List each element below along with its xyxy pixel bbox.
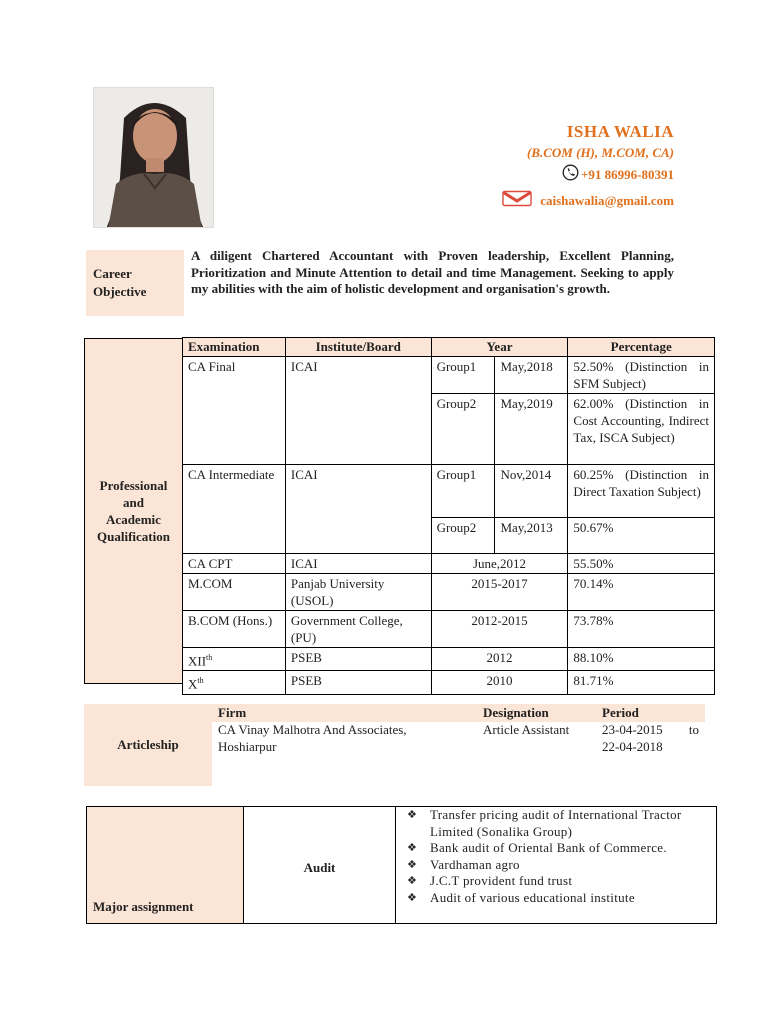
articleship-label: Articleship: [84, 704, 212, 786]
diamond-bullet-icon: ❖: [407, 875, 418, 888]
percentage-cell: 81.71%: [568, 671, 715, 694]
firm-name: [218, 721, 407, 755]
exam-cell: M.COM: [183, 574, 286, 611]
designation-value: Article Assistant: [483, 722, 570, 737]
percentage-cell: 55.50%: [568, 554, 715, 574]
phone-number[interactable]: +91 86996-80391: [581, 166, 674, 182]
major-assignment-table: [86, 806, 717, 924]
exam-xii-sup: th: [206, 653, 213, 662]
diamond-bullet-icon: ❖: [407, 858, 418, 871]
qual-label-line2: and: [123, 495, 144, 510]
audit-item-text: J.C.T provident fund trust: [430, 873, 573, 889]
candidate-degrees: (B.COM (H), M.COM, CA): [527, 145, 674, 160]
institute-cell: ICAI: [285, 357, 431, 465]
year-cell: 2012-2015: [431, 611, 568, 648]
firm-line2: Hoshiarpur: [218, 739, 277, 754]
firm-line1: CA Vinay Malhotra And Associates,: [218, 722, 407, 737]
audit-item-text: Audit of various educational institute: [430, 889, 635, 905]
career-label-line1: Career: [93, 266, 132, 281]
articleship-header: [212, 704, 705, 722]
year-cell: May,2013: [495, 518, 568, 554]
mail-icon: [502, 190, 532, 211]
institute-cell: ICAI: [285, 465, 431, 554]
group-cell: Group1: [431, 465, 495, 518]
period-to: 22-04-2018: [602, 739, 663, 754]
year-cell: 2010: [431, 671, 568, 694]
career-label-line2: Objective: [93, 284, 147, 299]
group-cell: Group2: [431, 394, 495, 465]
list-item: [405, 890, 715, 907]
exam-cell: CA Intermediate: [183, 465, 286, 554]
institute-cell: Panjab University (USOL): [285, 574, 431, 611]
percentage-cell: 70.14%: [568, 574, 715, 611]
audit-item-text: Bank audit of Oriental Bank of Commerce.: [430, 840, 667, 856]
phone-row: [562, 164, 674, 185]
header-percentage: Percentage: [568, 338, 715, 357]
year-cell: May,2019: [495, 394, 568, 465]
email-row: [502, 190, 674, 211]
institute-cell: PSEB: [285, 648, 431, 671]
year-cell: May,2018: [495, 357, 568, 394]
email-address[interactable]: caishawalia@gmail.com: [540, 192, 674, 208]
diamond-bullet-icon: ❖: [407, 842, 418, 855]
year-cell: 2012: [431, 648, 568, 671]
group-cell: Group2: [431, 518, 495, 554]
exam-cell: [183, 671, 286, 694]
table-row: [183, 671, 715, 694]
diamond-bullet-icon: ❖: [407, 809, 418, 821]
header-examination: Examination: [183, 338, 286, 357]
percentage-cell: 50.67%: [568, 518, 715, 554]
year-cell: 2015-2017: [431, 574, 568, 611]
period-value: [602, 721, 699, 755]
exam-cell: [183, 648, 286, 671]
table-row: [183, 465, 715, 518]
list-item: [405, 840, 715, 857]
year-cell: Nov,2014: [495, 465, 568, 518]
header-firm: Firm: [218, 705, 247, 720]
profile-photo: [93, 87, 214, 228]
audit-list: [405, 807, 715, 907]
candidate-name: ISHA WALIA: [566, 122, 674, 141]
qualification-table: [182, 337, 715, 695]
exam-cell: B.COM (Hons.): [183, 611, 286, 648]
percentage-cell: 60.25% (Distinction in Direct Taxation Subject): [568, 465, 715, 518]
group-cell: Group1: [431, 357, 495, 394]
exam-x: X: [188, 676, 198, 692]
table-row: [183, 357, 715, 394]
exam-x-sup: th: [197, 676, 204, 686]
phone-icon: [562, 164, 579, 185]
table-row: [183, 611, 715, 648]
percentage-cell: 62.00% (Distinction in Cost Accounting, Indirect Tax, ISCA Subject): [568, 394, 715, 465]
header-designation: Designation: [483, 705, 549, 720]
header-year: Year: [431, 338, 568, 357]
diamond-bullet-icon: ❖: [407, 891, 418, 904]
career-objective-text: A diligent Chartered Accountant with Proven leadership, Excellent Planning, Prioritization and Minute Attention to detail and time Management. Seeking to apply my abilities with the aim of holistic development and organisation's growth.: [191, 248, 674, 296]
audit-item-text: Vardhaman agro: [430, 856, 520, 872]
table-row: [183, 554, 715, 574]
exam-cell: CA Final: [183, 357, 286, 465]
audit-item-text: Transfer pricing audit of International Tractor Limited (Sonalika Group): [430, 807, 682, 839]
list-item: [405, 857, 715, 874]
major-assignment-label: Major assignment: [87, 807, 244, 923]
qual-label-line3: Academic: [106, 512, 161, 527]
audit-category: Audit: [244, 807, 396, 923]
career-objective-label: [86, 250, 184, 316]
year-cell: June,2012: [431, 554, 568, 574]
institute-cell: ICAI: [285, 554, 431, 574]
list-item: [405, 873, 715, 890]
table-row: [183, 574, 715, 611]
percentage-cell: 73.78%: [568, 611, 715, 648]
institute-cell: Government College, (PU): [285, 611, 431, 648]
exam-xii: XII: [188, 653, 207, 669]
qual-label-line4: Qualification: [97, 529, 170, 544]
qualification-label: [84, 338, 183, 684]
period-from: 23-04-2015: [602, 722, 663, 737]
exam-cell: CA CPT: [183, 554, 286, 574]
percentage-cell: 88.10%: [568, 648, 715, 671]
table-row: [183, 648, 715, 671]
percentage-cell: 52.50% (Distinction in SFM Subject): [568, 357, 715, 394]
qual-label-line1: Professional: [99, 478, 168, 493]
table-header-row: [183, 338, 715, 357]
period-to-word: to: [688, 722, 699, 737]
list-item: [405, 807, 715, 840]
header-institute: Institute/Board: [285, 338, 431, 357]
institute-cell: PSEB: [285, 671, 431, 694]
header-period: Period: [602, 705, 639, 720]
